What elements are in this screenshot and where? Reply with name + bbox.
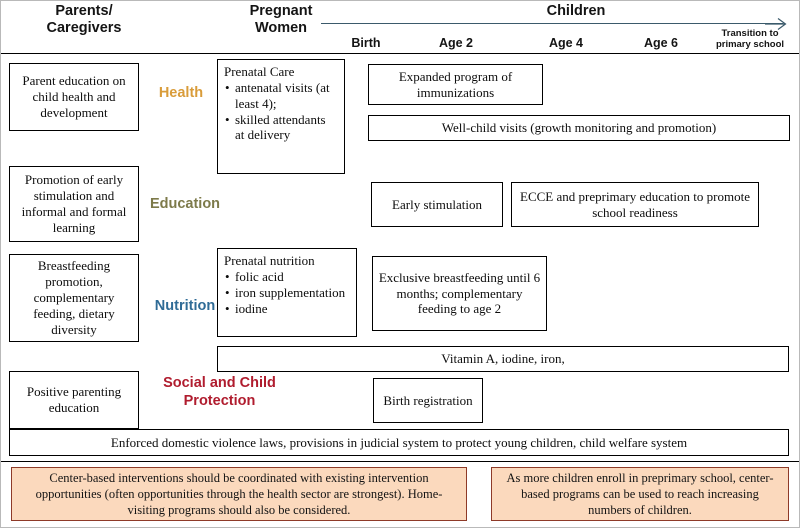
header-children-label: Children [546, 3, 606, 19]
header-parents-caregivers [9, 3, 159, 38]
nutrition-pregnant-bullet-1: • folic acid [235, 269, 345, 285]
timeline-tick-age6: Age 6 [643, 36, 679, 50]
protection-parents-box [9, 371, 139, 429]
education-early-stimulation-text: Early stimulation [392, 196, 482, 212]
protection-birth-registration-text: Birth registration [383, 392, 473, 408]
education-children-box-early-stimulation [371, 182, 503, 227]
nutrition-pregnant-box [217, 248, 357, 337]
callout-center-based-right [491, 467, 789, 521]
transition-line2: primary school [715, 38, 785, 50]
education-parents-text: Promotion of early stimulation and informal and formal learning [21, 172, 127, 235]
timeline-tick-birth: Birth [351, 36, 381, 50]
protection-label-line2: Protection [183, 393, 256, 410]
health-parents-box [9, 63, 139, 131]
health-immunizations-text: Expanded program of immunizations [398, 68, 513, 100]
nutrition-pregnant-bullet-2: • iron supplementation [235, 285, 345, 301]
health-pregnant-bullet-2: • skilled attendants at delivery [235, 112, 338, 144]
timeline-tick-age2: Age 2 [438, 36, 474, 50]
header-parents-line1: Parents/ [55, 3, 113, 19]
education-ecce-text: ECCE and preprimary education to promote school readiness [520, 188, 750, 220]
category-label-protection [137, 374, 302, 410]
callout-right-text: As more children enroll in preprimary school, center-based programs can be used to reach increasing numbers of children. [506, 470, 774, 518]
timeline-tick-age4: Age 4 [548, 36, 584, 50]
health-wellchild-text: Well-child visits (growth monitoring and promotion) [441, 120, 717, 136]
header-children [361, 3, 791, 20]
category-label-health: Health [158, 85, 204, 101]
health-pregnant-bullets [224, 80, 338, 143]
nutrition-children-box-breastfeeding [372, 256, 547, 331]
transition-line1: Transition to [721, 28, 779, 39]
timeline-axis [321, 23, 783, 24]
education-children-box-ecce [511, 182, 759, 227]
nutrition-breastfeeding-text: Exclusive breastfeeding until 6 months; complementary feeding to age 2 [378, 269, 541, 317]
nutrition-span-box-micronutrients [217, 346, 789, 372]
protection-laws-text: Enforced domestic violence laws, provisions in judicial system to protect young children, child welfare system [110, 434, 688, 450]
protection-label-line1: Social and Child [163, 375, 276, 391]
nutrition-pregnant-bullets [224, 269, 345, 317]
nutrition-parents-text: Breastfeeding promotion, complementary feeding, dietary diversity [33, 258, 115, 337]
health-pregnant-bullet-1: • antenatal visits (at least 4); [235, 80, 338, 112]
header-pregnant-women [216, 3, 346, 38]
category-label-education: Education [149, 196, 221, 212]
header-parents-line2: Caregivers [46, 20, 122, 37]
footer-divider [1, 461, 800, 462]
protection-children-box-birth-registration [373, 378, 483, 423]
header-pregnant-line1: Pregnant [249, 3, 313, 19]
health-children-box-wellchild [368, 115, 790, 141]
nutrition-parents-box [9, 254, 139, 342]
callout-left-text: Center-based interventions should be coordinated with existing intervention opportunities (often opportunities through the health sector are strongest). Home-visiting programs should also be considered. [35, 470, 443, 518]
education-parents-box [9, 166, 139, 242]
nutrition-pregnant-title: Prenatal nutrition [224, 253, 315, 268]
nutrition-micronutrients-text: Vitamin A, iodine, iron, [441, 351, 565, 367]
callout-center-based-left [11, 467, 467, 521]
timeline-transition-label [701, 29, 799, 51]
header-divider [1, 53, 800, 54]
protection-span-box-laws [9, 429, 789, 456]
category-label-nutrition: Nutrition [154, 298, 216, 314]
health-parents-text: Parent education on child health and development [22, 73, 126, 120]
health-children-box-immunizations [368, 64, 543, 105]
health-pregnant-box [217, 59, 345, 174]
protection-parents-text: Positive parenting education [26, 384, 122, 415]
nutrition-pregnant-bullet-3: • iodine [235, 301, 345, 317]
header-pregnant-line2: Women [254, 20, 308, 37]
health-pregnant-title: Prenatal Care [224, 64, 295, 79]
